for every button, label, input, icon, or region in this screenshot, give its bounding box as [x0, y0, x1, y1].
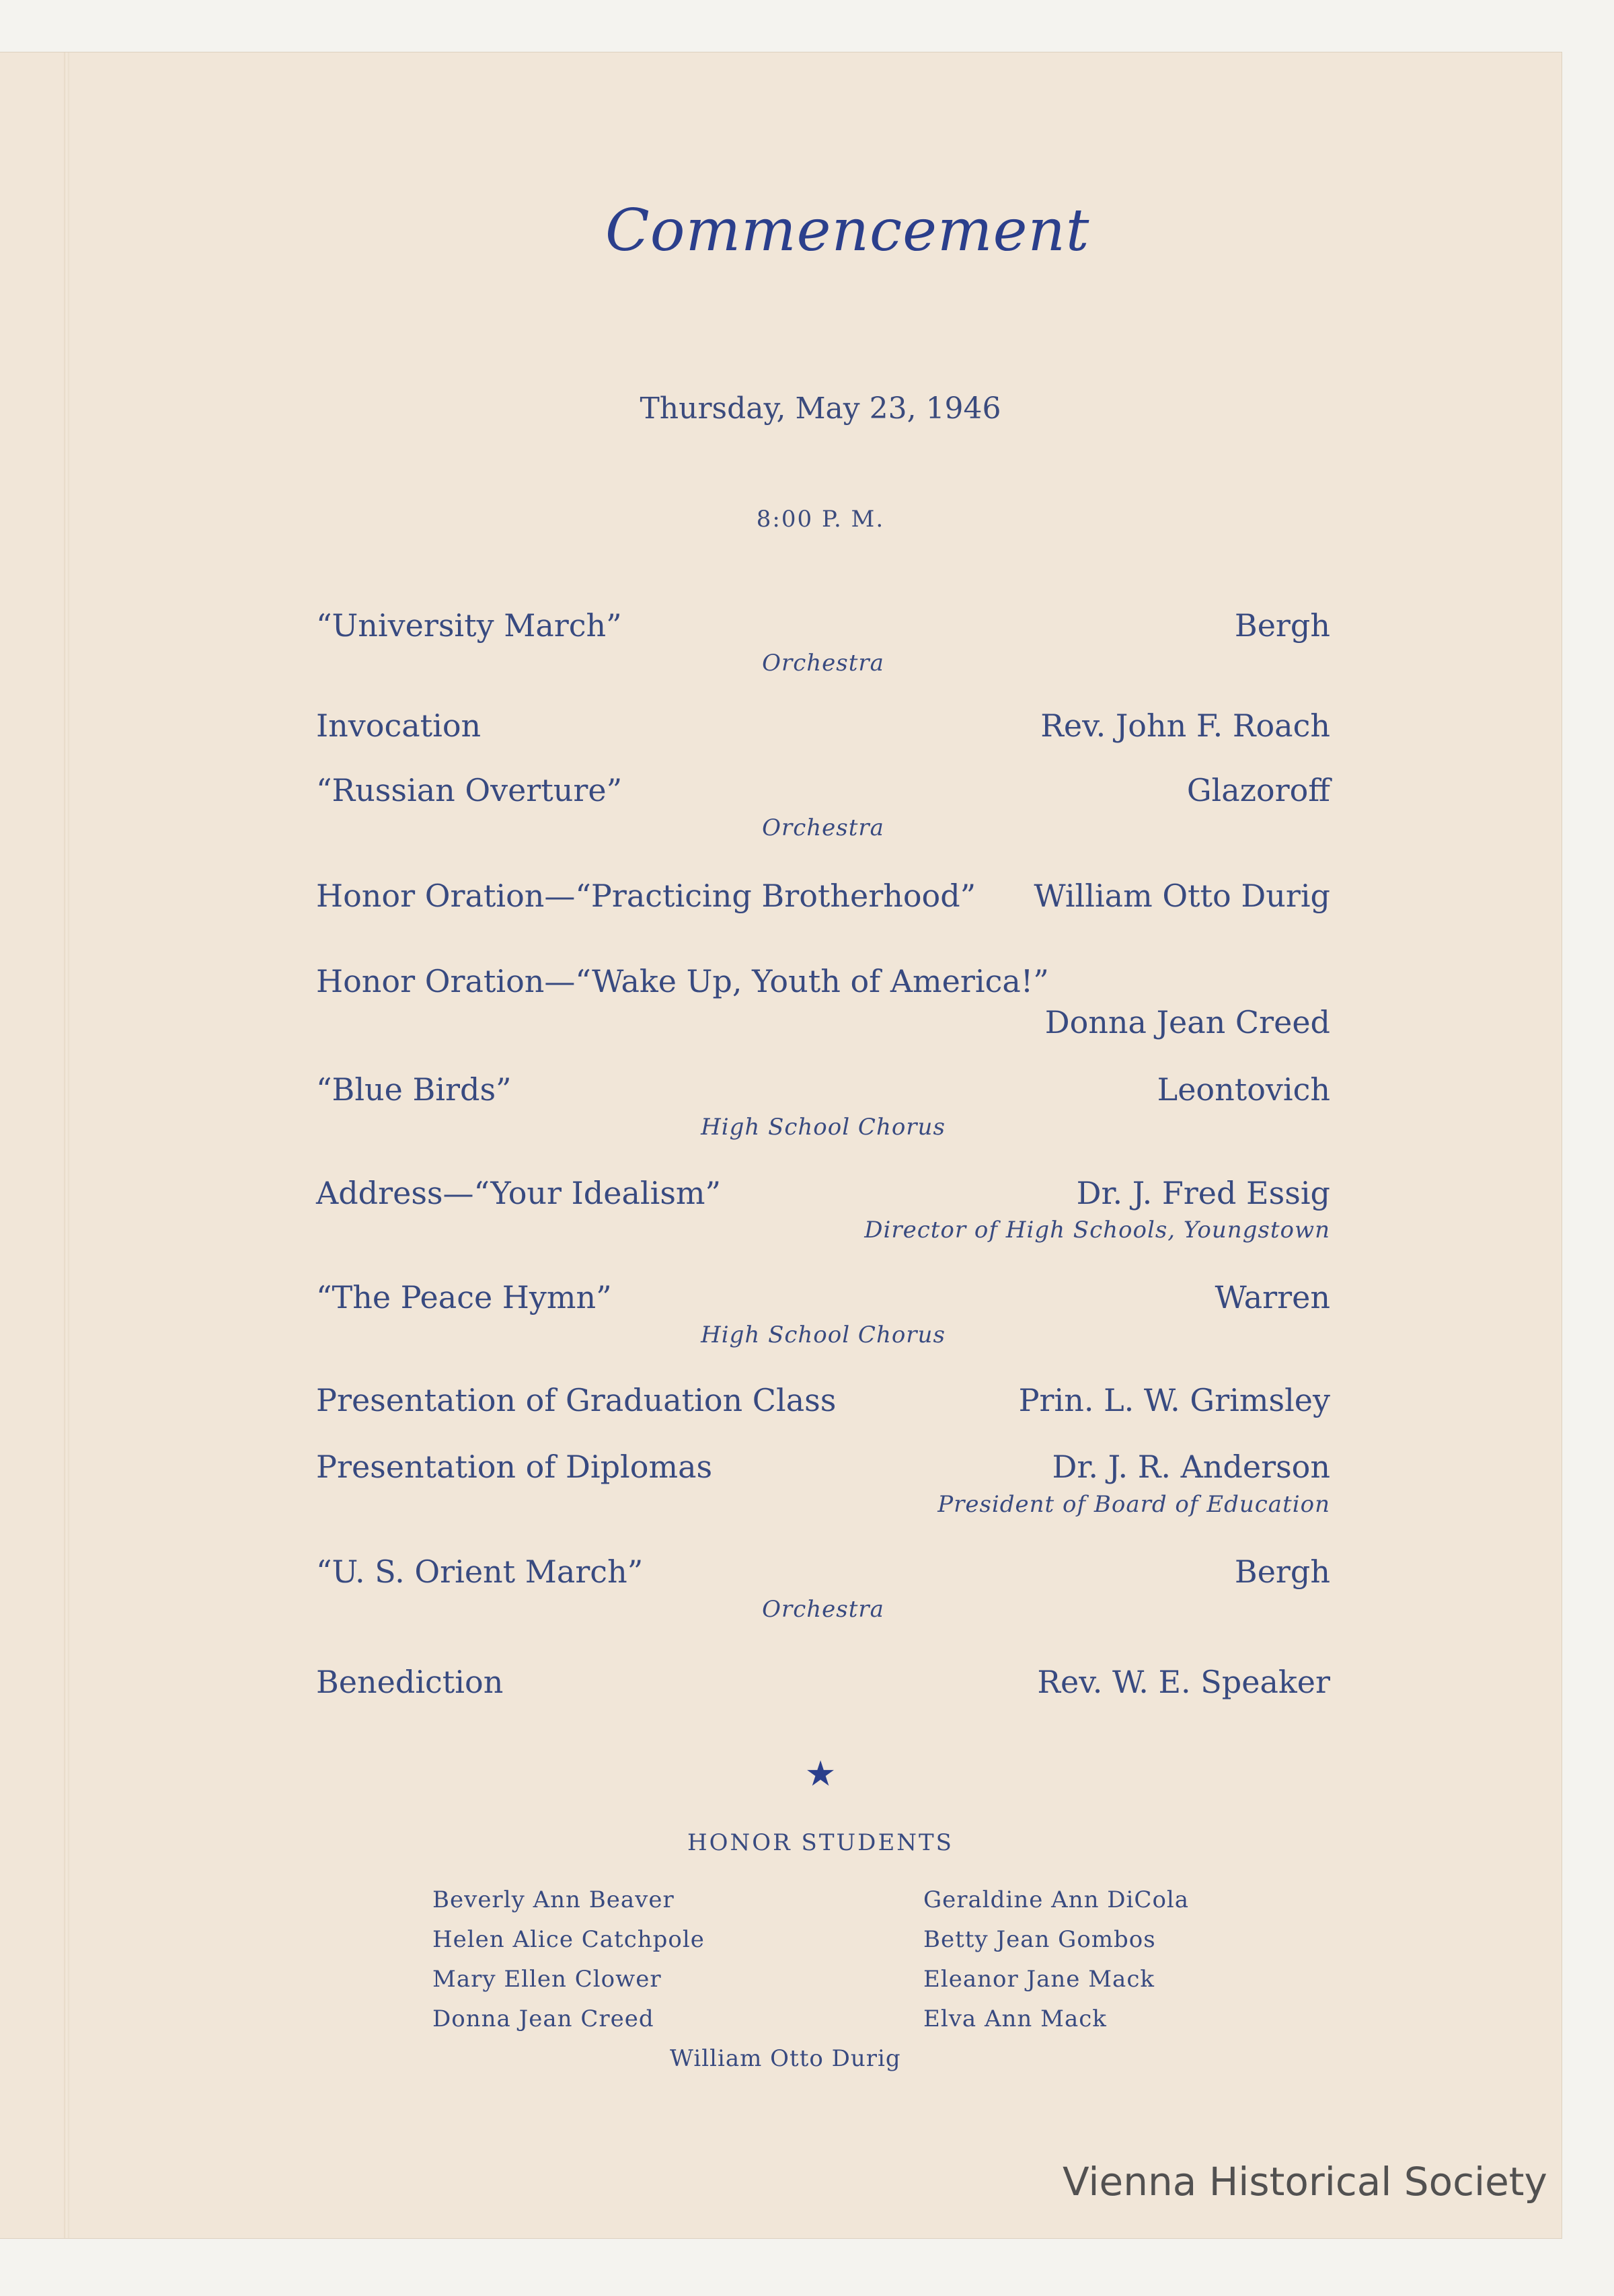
- program-item-performer: Dr. J. Fred Essig: [1076, 1174, 1330, 1211]
- program-item-performer: Glazoroff: [1186, 771, 1330, 808]
- program-item-performer: Leontovich: [1157, 1071, 1330, 1108]
- program-item-title: Address—“Your Idealism”: [316, 1174, 722, 1211]
- program-item-subtitle: Orchestra: [762, 814, 884, 841]
- honor-student: Helen Alice Catchpole: [432, 1926, 705, 1953]
- honor-student: William Otto Durig: [670, 2045, 901, 2072]
- program-item-honor-oration-1: [316, 879, 1330, 913]
- program-item-russian-overture: [316, 773, 1330, 841]
- watermark: Vienna Historical Society: [1063, 2159, 1547, 2205]
- honor-students-heading: HONOR STUDENTS: [687, 1829, 954, 1856]
- honor-student: Donna Jean Creed: [432, 2005, 654, 2032]
- program-item-diplomas: [316, 1450, 1330, 1518]
- program-item-blue-birds: [316, 1073, 1330, 1141]
- program-item-performer: William Otto Durig: [1034, 878, 1330, 915]
- program-list: [316, 609, 1330, 1699]
- page-title: Commencement: [605, 197, 1090, 264]
- program-item-performer: Rev. John F. Roach: [1040, 707, 1330, 744]
- program-item-subtitle: Orchestra: [762, 649, 884, 677]
- program-item-performer: Prin. L. W. Grimsley: [1018, 1382, 1330, 1419]
- honor-student: Geraldine Ann DiCola: [923, 1886, 1190, 1913]
- program-item-subtitle: President of Board of Education: [937, 1490, 1330, 1518]
- program-item-title: “The Peace Hymn”: [316, 1278, 612, 1315]
- honor-student: Elva Ann Mack: [923, 2005, 1107, 2032]
- program-item-title: “U. S. Orient March”: [316, 1554, 644, 1591]
- honor-students-list: [432, 1880, 1239, 2072]
- program-item-subtitle: Orchestra: [762, 1595, 884, 1623]
- program-item-subtitle: High School Chorus: [701, 1321, 946, 1348]
- event-date: Thursday, May 23, 1946: [640, 391, 1001, 426]
- honor-students-left-column: [432, 1880, 923, 2039]
- event-time: 8:00 P. M.: [756, 506, 885, 533]
- star-icon: ★: [804, 1754, 837, 1794]
- program-item-address: [316, 1176, 1330, 1244]
- honor-student: Eleanor Jane Mack: [923, 1966, 1155, 1993]
- honor-student: Betty Jean Gombos: [923, 1926, 1156, 1953]
- program-item-title: Honor Oration—“Practicing Brotherhood”: [316, 878, 976, 915]
- program-item-subtitle: High School Chorus: [701, 1113, 946, 1141]
- program-item-title: Invocation: [316, 707, 482, 744]
- program-item-title: “Blue Birds”: [316, 1071, 512, 1108]
- program-item-performer: Donna Jean Creed: [1044, 1003, 1330, 1040]
- program-item-title: “Russian Overture”: [316, 771, 623, 808]
- program-item-graduation-class: [316, 1383, 1330, 1418]
- program-item-performer: Bergh: [1234, 607, 1330, 644]
- program-item-title: Presentation of Graduation Class: [316, 1382, 837, 1419]
- program-item-performer: Rev. W. E. Speaker: [1037, 1663, 1330, 1700]
- program-item-title: “University March”: [316, 607, 622, 644]
- program-item-orient-march: [316, 1555, 1330, 1623]
- program-item-invocation: [316, 709, 1330, 743]
- honor-student: Beverly Ann Beaver: [432, 1886, 675, 1913]
- program-item-subtitle: Director of High Schools, Youngstown: [864, 1217, 1330, 1244]
- program-item-title: Benediction: [316, 1663, 504, 1700]
- program-item-performer: Bergh: [1234, 1554, 1330, 1591]
- program-item-peace-hymn: [316, 1280, 1330, 1348]
- honor-student: Mary Ellen Clower: [432, 1966, 662, 1993]
- program-item-university-march: [316, 609, 1330, 677]
- program-item-performer: Dr. J. R. Anderson: [1052, 1448, 1330, 1485]
- honor-students-right-column: [923, 1880, 1239, 2039]
- program-item-performer: Warren: [1215, 1278, 1330, 1315]
- program-item-title: Presentation of Diplomas: [316, 1448, 713, 1485]
- program-item-benediction: [316, 1665, 1330, 1699]
- page-fold: [64, 52, 69, 2238]
- program-item-title: Honor Oration—“Wake Up, Youth of America!”: [316, 962, 1049, 999]
- program-item-honor-oration-2: [316, 964, 1330, 1039]
